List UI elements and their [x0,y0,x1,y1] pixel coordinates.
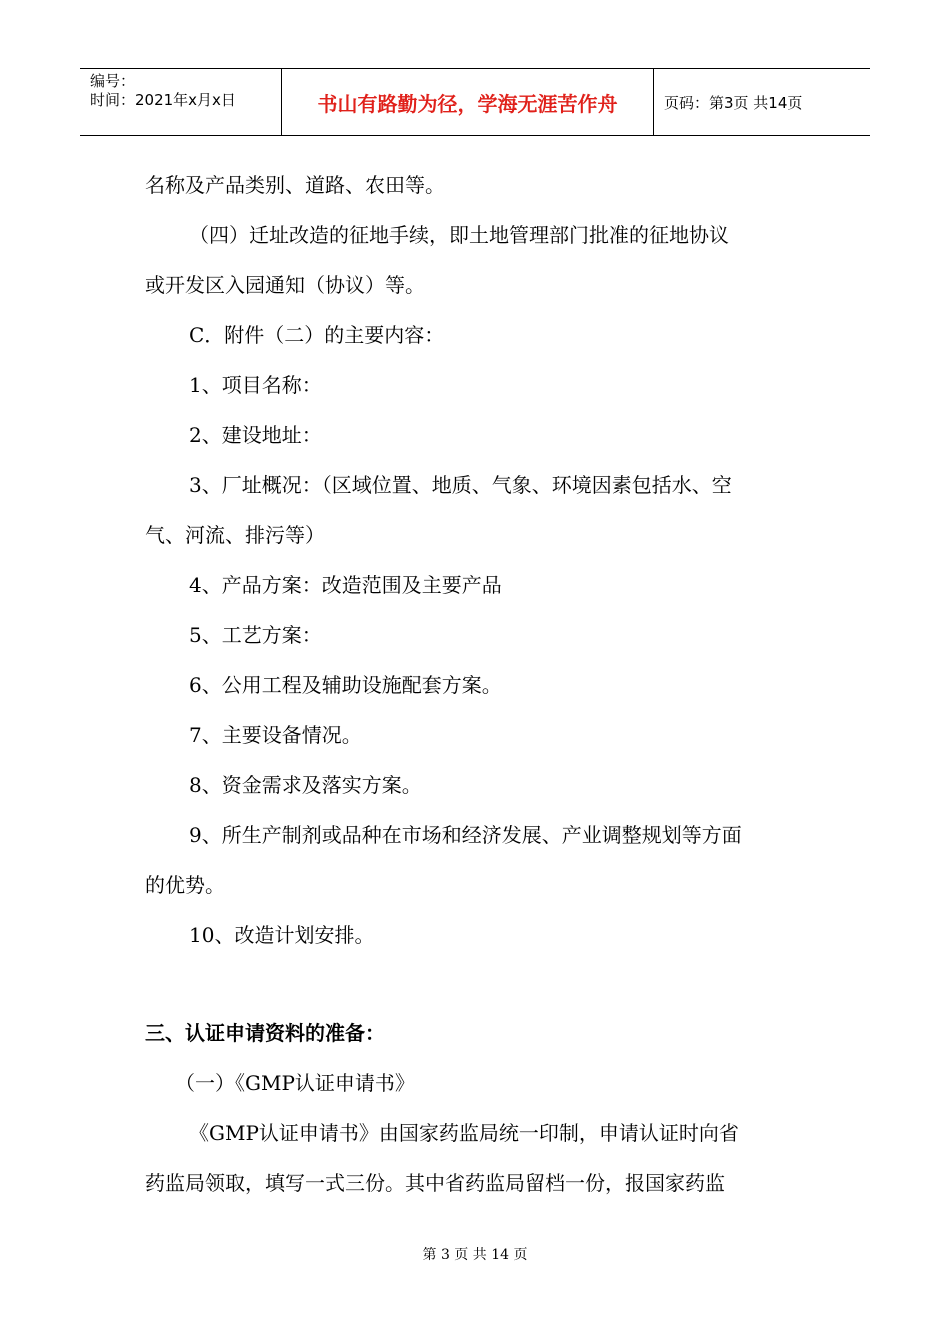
list-item: 8、资金需求及落实方案。 [189,773,422,797]
page-footer: 第 3 页 共 14 页 [422,1247,528,1263]
list-item: 1、项目名称： [189,373,322,397]
paragraph-line: （四）迁址改造的征地手续，即土地管理部门批准的征地协议 [189,223,729,247]
header-page-info: 页码：第3页 共14页 [664,93,803,112]
list-item: 10、改造计划安排。 [189,923,375,947]
list-item: 9、所生产制剂或品种在市场和经济发展、产业调整规划等方面 [189,823,742,847]
page-header [80,68,870,136]
list-item-continued: 气、河流、排污等） [145,523,325,547]
document-body [145,160,810,1208]
list-item: 3、厂址概况：（区域位置、地质、气象、环境因素包括水、空 [189,473,732,497]
header-motto: 书山有路勤为径，学海无涯苦作舟 [282,69,654,135]
list-item: 5、工艺方案： [189,623,322,647]
paragraph-line: 名称及产品类别、道路、农田等。 [145,173,445,197]
list-item: 6、公用工程及辅助设施配套方案。 [189,673,502,697]
paragraph-line: 药监局领取，填写一式三份。其中省药监局留档一份，报国家药监 [145,1171,725,1195]
paragraph-line: C．附件（二）的主要内容： [189,323,445,347]
list-item: 4、产品方案：改造范围及主要产品 [189,573,502,597]
list-item-continued: 的优势。 [145,873,225,897]
section-subtitle: （一）《GMP认证申请书》 [175,1071,415,1095]
spacer [145,960,810,1008]
section-title: 三、认证申请资料的准备： [145,1021,385,1045]
paragraph-line: 《GMP认证申请书》由国家药监局统一印制，申请认证时向省 [189,1121,739,1145]
paragraph-line: 或开发区入园通知（协议）等。 [145,273,425,297]
header-meta [80,69,282,135]
list-item: 2、建设地址： [189,423,322,447]
list-item: 7、主要设备情况。 [189,723,362,747]
header-time: 时间：2021年x月x日 [90,91,236,109]
header-number: 编号： [90,72,136,90]
